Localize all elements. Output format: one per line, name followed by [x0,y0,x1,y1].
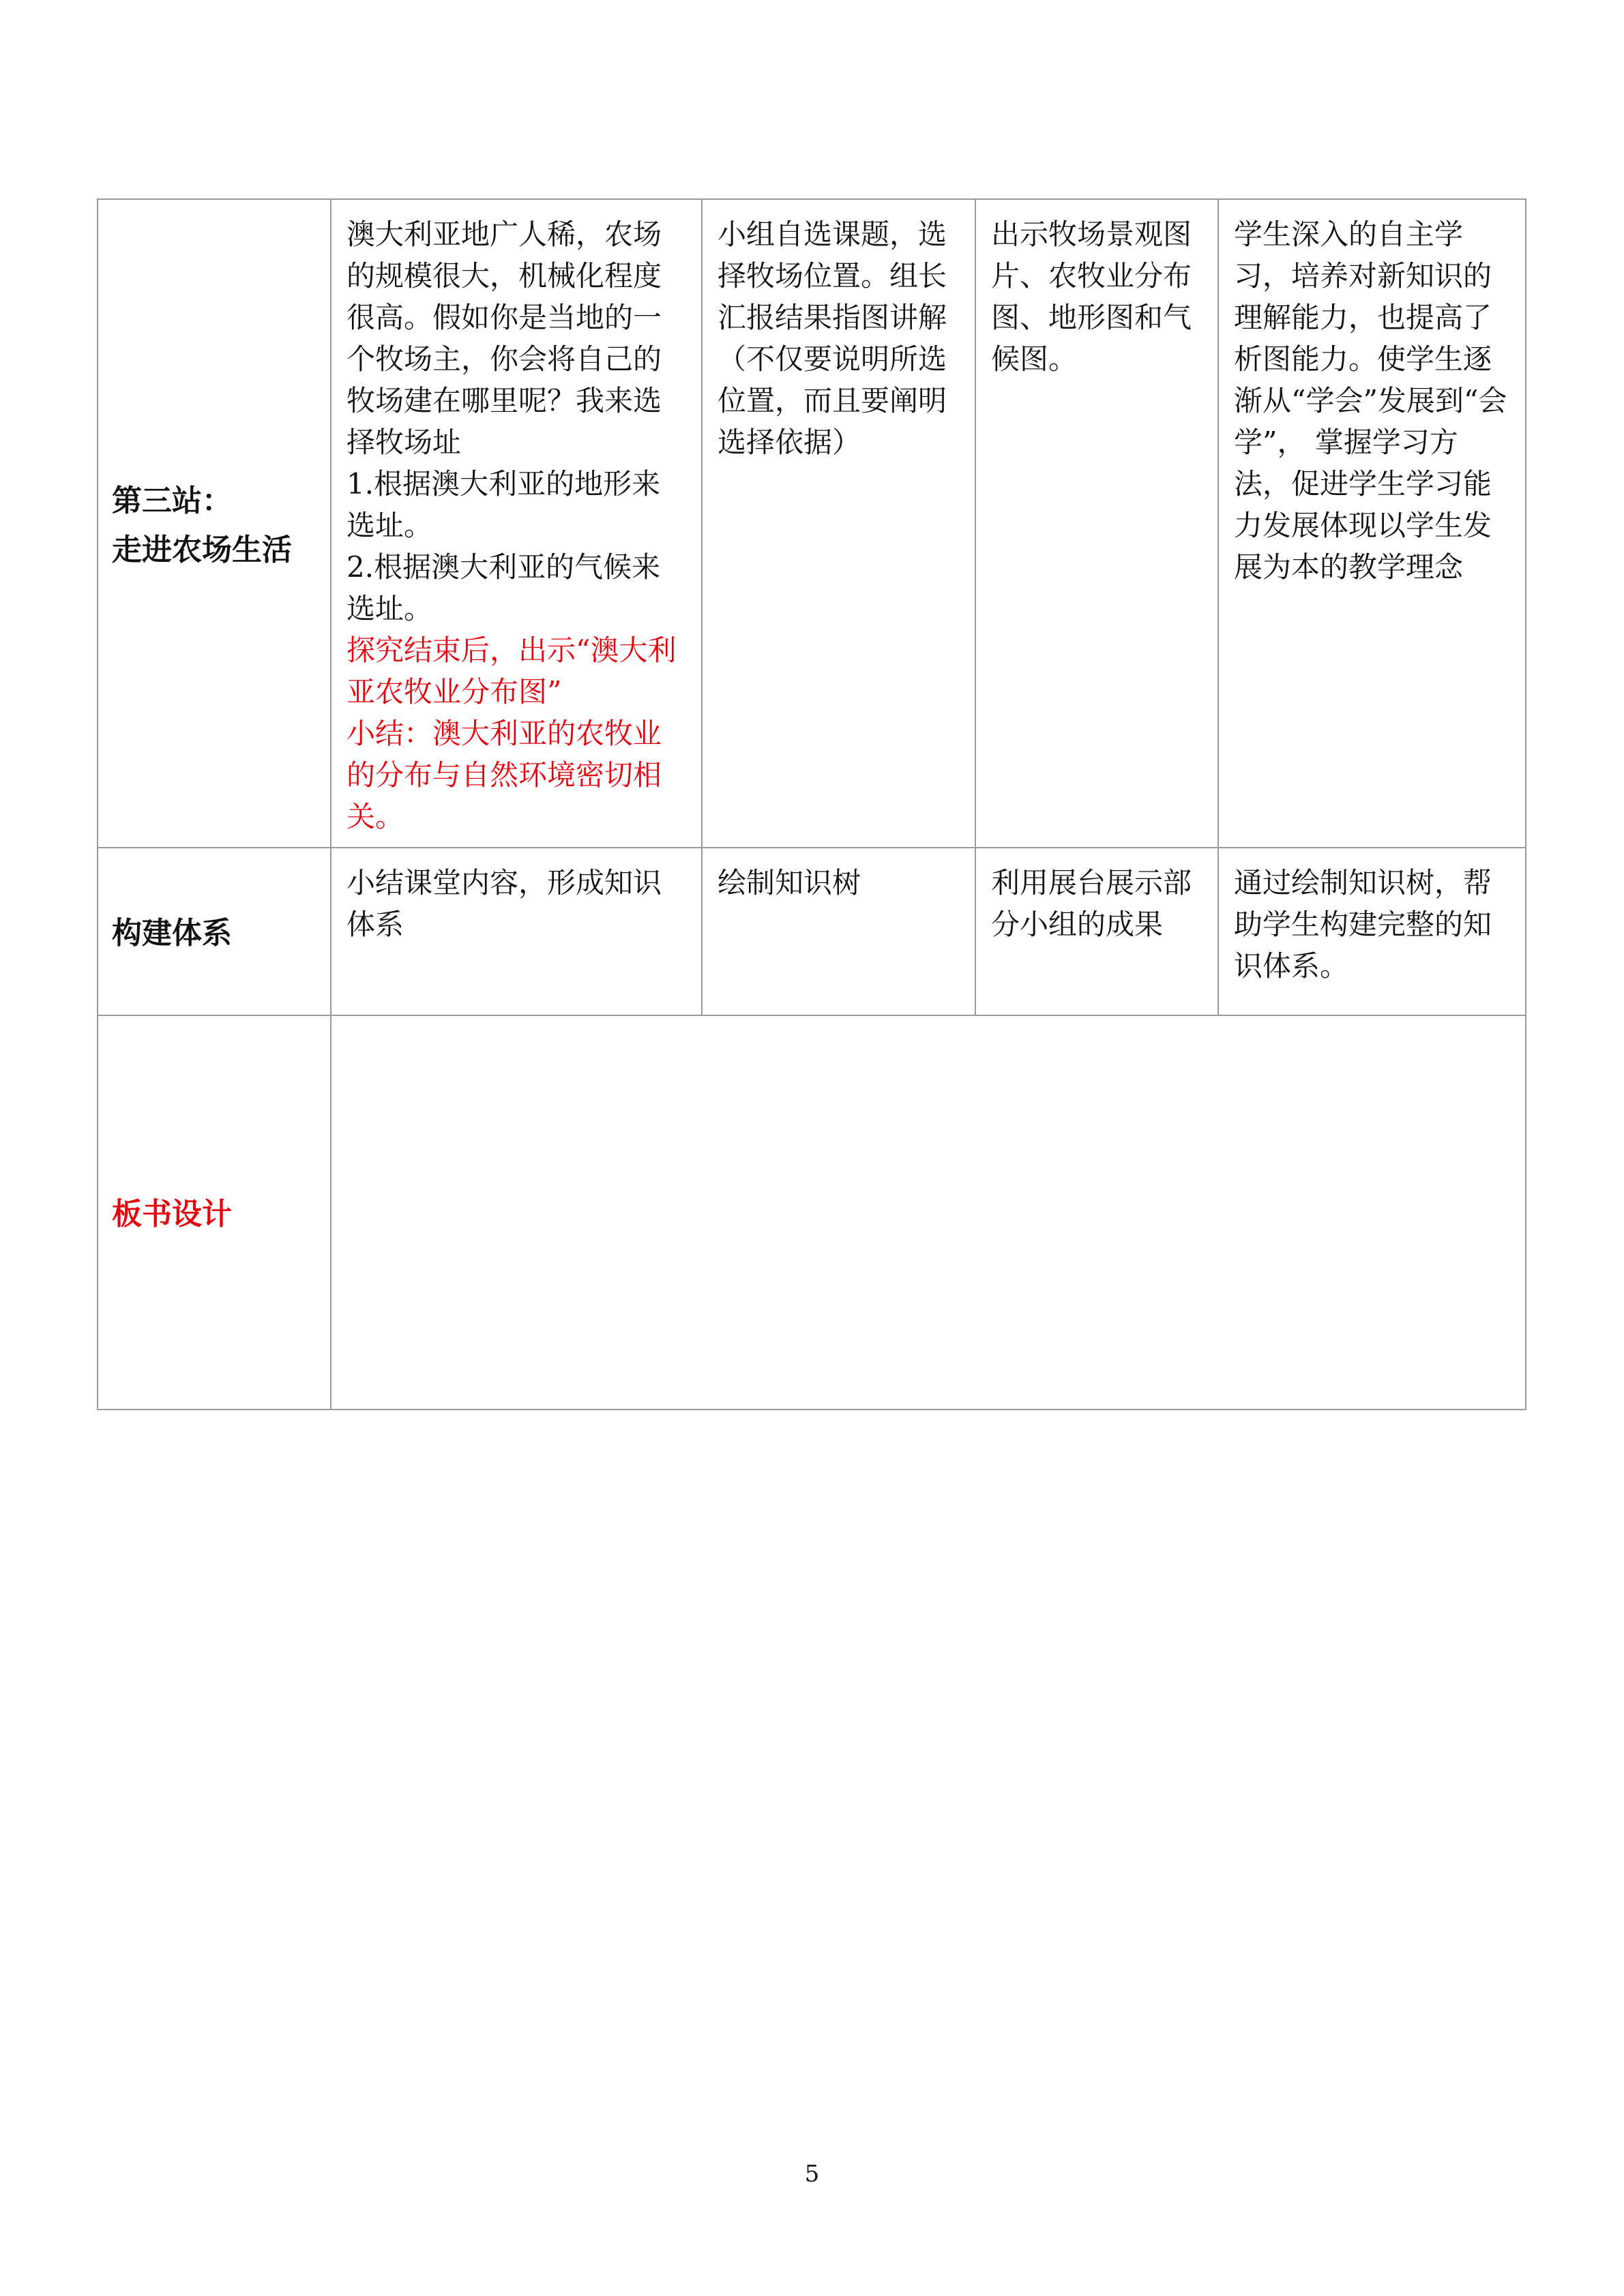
stage-cell [98,1015,331,1410]
content-highlight-text: 小结：澳大利亚的农牧业的分布与自然环境密切相关。 [346,717,662,833]
board-design-cell [331,1015,1526,1410]
table-row [98,848,1526,1015]
content-text: 1.根据澳大利亚的地形来选址。 [346,467,661,542]
design-intent-cell [1218,848,1526,1015]
stage-label: 第三站： [112,483,232,518]
content-text: 小结课堂内容，形成知识体系 [346,866,662,941]
teacher-activity-cell [975,199,1218,848]
stage-label: 走进农场生活 [112,532,292,567]
design-intent-cell [1218,199,1526,848]
page-number: 5 [804,2160,820,2188]
stage-cell [98,848,331,1015]
student-activity-cell [702,199,975,848]
content-text: 2.根据澳大利亚的气候来选址。 [346,550,661,625]
table-row [98,199,1526,848]
student-activity-cell [702,848,975,1015]
lesson-plan-table [97,198,1526,1410]
content-cell [331,199,702,848]
student-activity-text: 绘制知识树 [718,866,861,899]
content-text: 澳大利亚地广人稀，农场的规模很大，机械化程度很高。假如你是当地的一个牧场主，你会将自己的牧场建在哪里呢？我来选择牧场址 [346,218,662,459]
teacher-activity-text: 利用展台展示部分小组的成果 [991,866,1192,941]
teacher-activity-cell [975,848,1218,1015]
stage-label: 构建体系 [112,916,232,951]
teacher-activity-text: 出示牧场景观图片、农牧业分布图、地形图和气候图。 [991,218,1192,376]
design-intent-text: 通过绘制知识树，帮助学生构建完整的知识体系。 [1234,866,1492,983]
content-highlight-text: 探究结束后，出示“澳大利亚农牧业分布图” [346,633,677,709]
content-cell [331,848,702,1015]
stage-label: 板书设计 [112,1197,232,1232]
student-activity-text: 小组自选课题，选择牧场位置。组长汇报结果指图讲解（不仅要说明所选位置，而且要阐明选择依据） [718,218,947,459]
design-intent-text: 学生深入的自主学习，培养对新知识的理解能力，也提高了析图能力。使学生逐渐从“学会”发展到“会学”， 掌握学习方法，促进学生学习能力发展体现以学生发展为本的教学理念 [1234,218,1507,584]
stage-cell [98,199,331,848]
table-row [98,1015,1526,1410]
